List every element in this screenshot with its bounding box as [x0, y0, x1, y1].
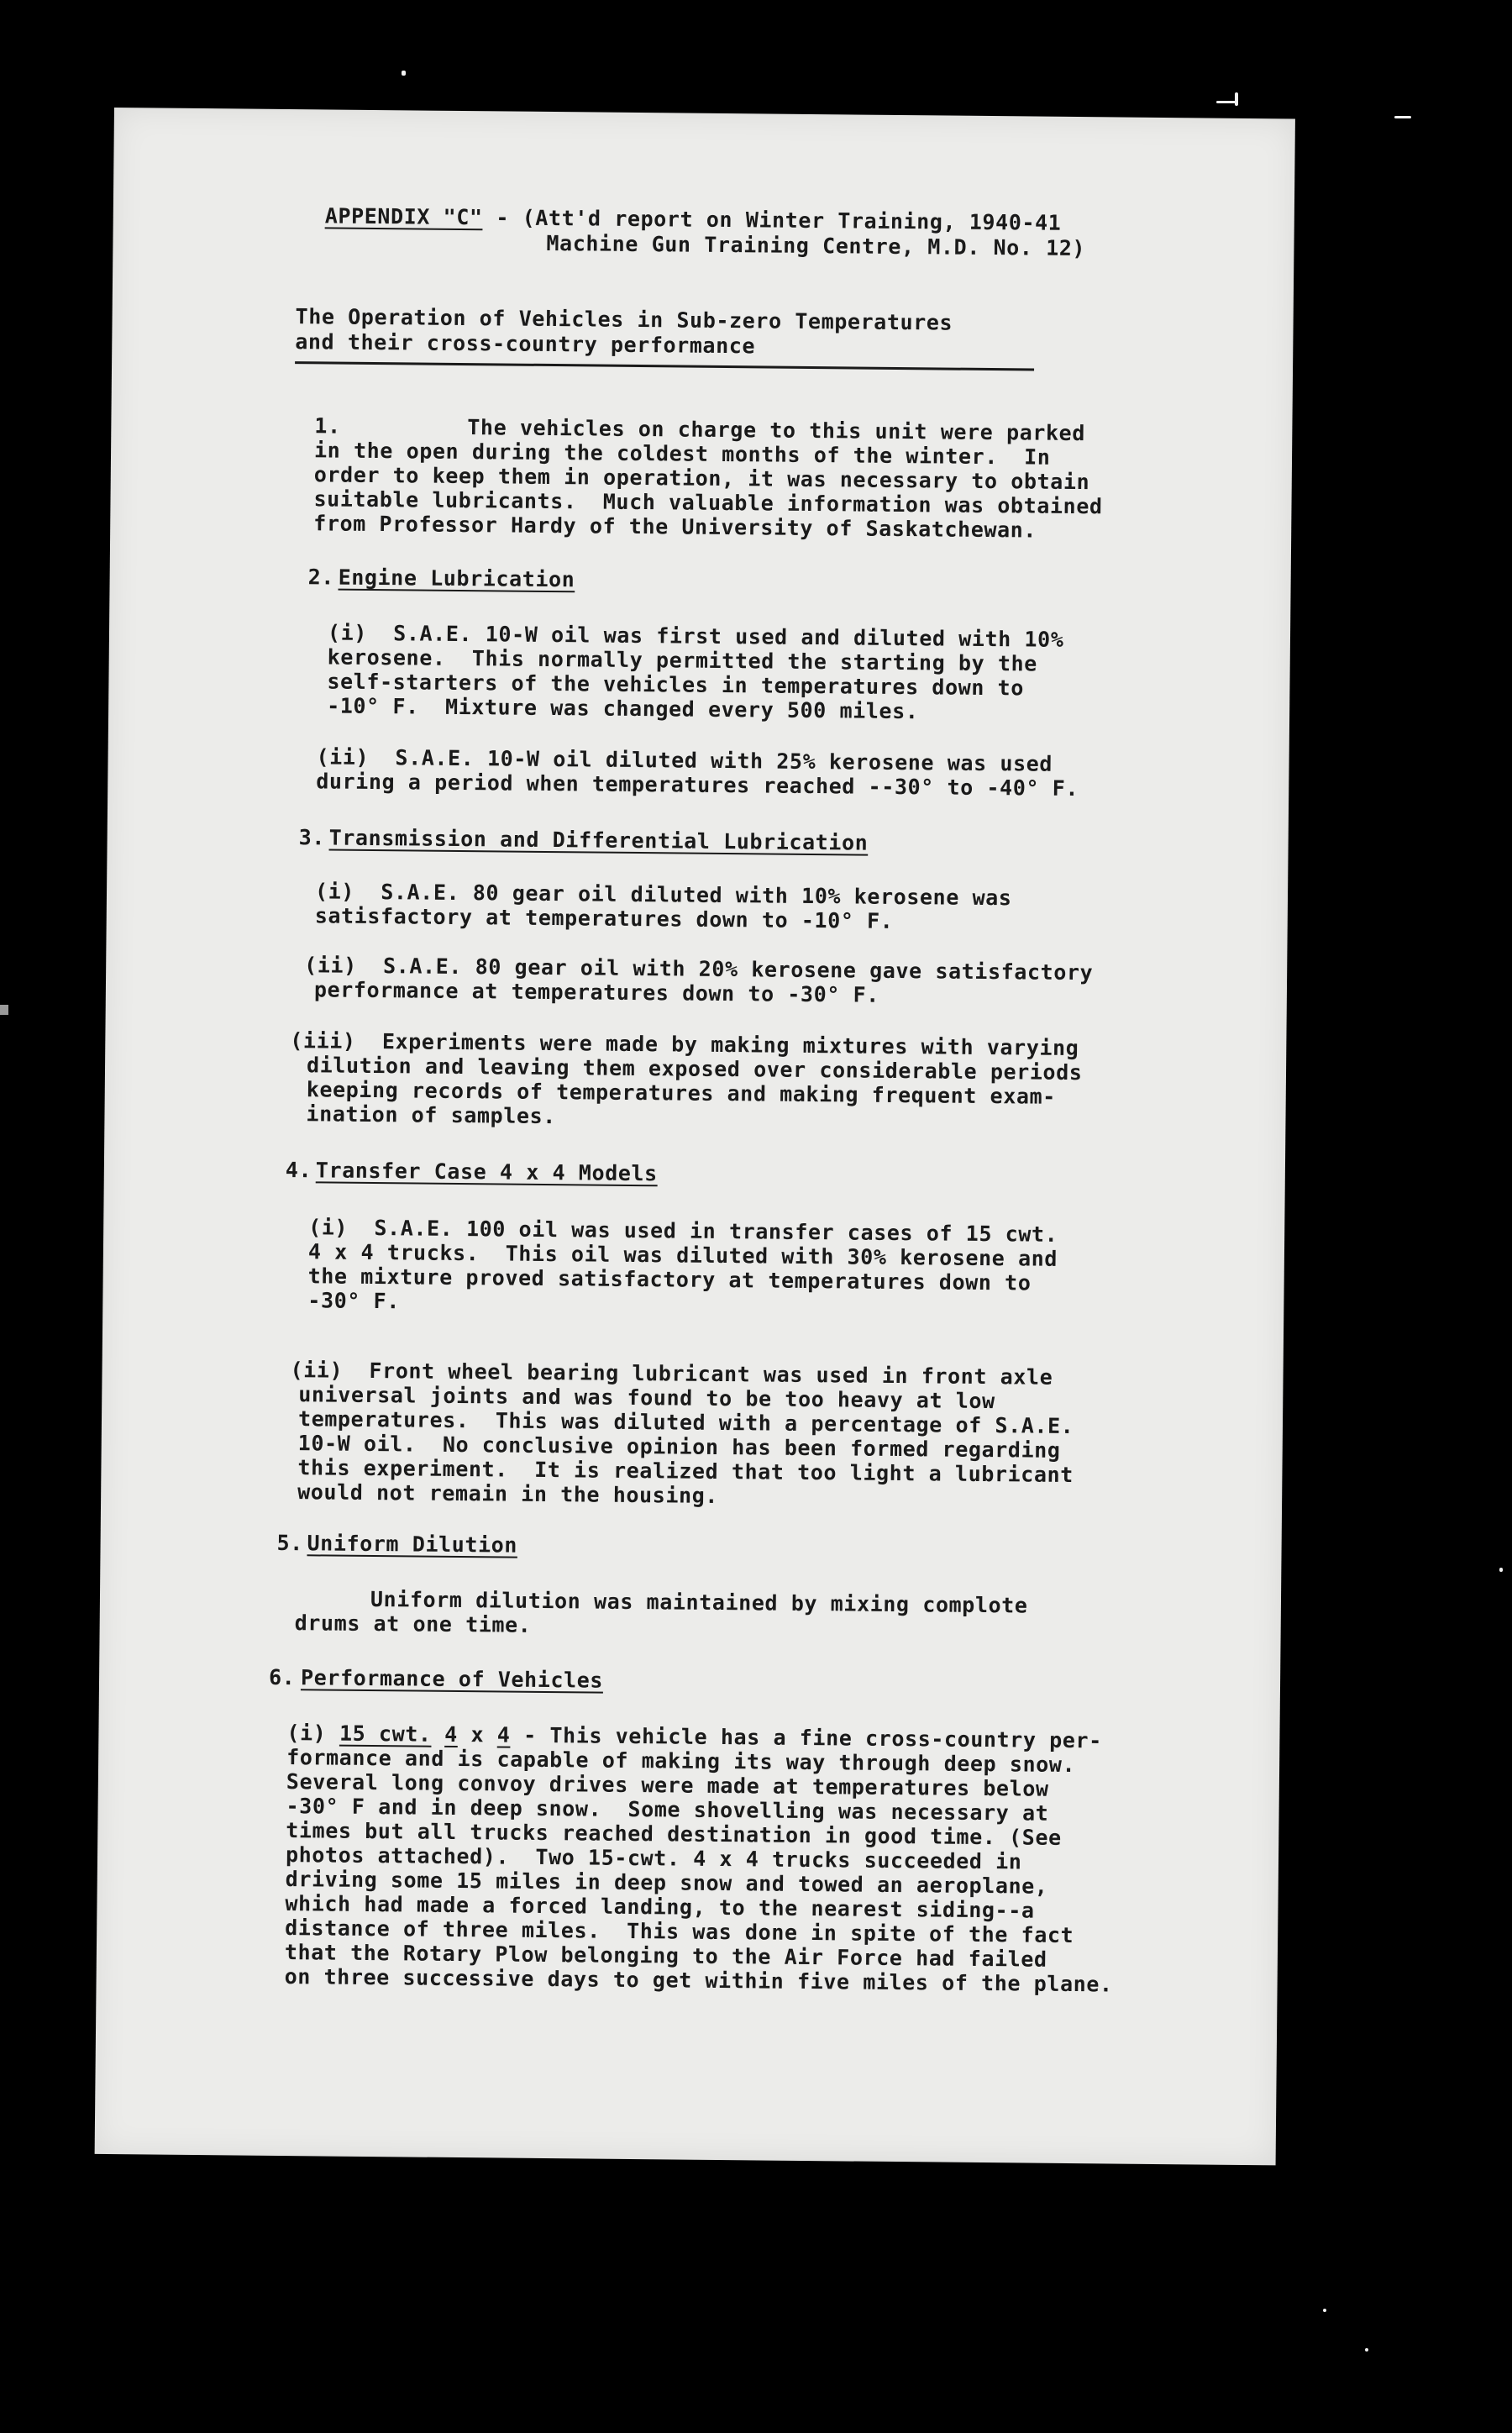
section-6-i-line-2: formance and is capable of making its way through deep snow. [286, 1745, 1076, 1778]
section-4-ii-line-3: temperatures. This was diluted with a percentage of S.A.E. [297, 1406, 1074, 1439]
section-4-number: 4. [285, 1158, 312, 1183]
section-3-number: 3. [298, 825, 326, 850]
section-6-i-line-7: driving some 15 miles in deep snow and towed an aeroplane, [285, 1867, 1048, 1899]
scan-speck [402, 71, 406, 76]
section-3-iii-line-2: dilution and leaving them exposed over considerable periods [306, 1053, 1083, 1085]
section-3-ii-line-2: performance at temperatures down to -30° F. [313, 977, 880, 1007]
section-6-i-line-4: -30° F and in deep snow. Some shovelling was necessary at [286, 1794, 1049, 1826]
section-6-i-axle-b: 4 [496, 1722, 511, 1747]
title-line-2: and their cross-country performance [295, 329, 756, 359]
scan-speck [1365, 2348, 1368, 2352]
scan-speck [1235, 92, 1238, 106]
scan-speck [1394, 116, 1411, 118]
section-6-i-line-9: distance of three miles. This was done in spite of the fact [285, 1915, 1074, 1948]
section-1-line-4: suitable lubricants. Much valuable information was obtained [313, 486, 1103, 519]
section-4-i-line-1: (i) S.A.E. 100 oil was used in transfer cases of 15 cwt. [308, 1215, 1058, 1247]
section-2-ii-line-2: during a period when temperatures reached --30° to -40° F. [316, 769, 1079, 801]
section-3-heading: Transmission and Differential Lubrication [328, 825, 869, 855]
section-4-i-line-2: 4 x 4 trucks. This oil was diluted with 30% kerosene and [307, 1239, 1058, 1271]
section-6-i-line-11: on three successive days to get within five miles of the plane. [284, 1964, 1113, 1997]
section-2-i-line-2: kerosene. This normally permitted the starting by the [327, 644, 1038, 676]
section-6-number: 6. [268, 1664, 296, 1690]
section-4-ii-line-1: (ii) Front wheel bearing lubricant was used in front axle [290, 1358, 1053, 1390]
section-6-i-line-1-rest: - This vehicle has a fine cross-country per- [510, 1722, 1102, 1753]
section-5-line-1: Uniform dilution was maintained by mixing complote [370, 1587, 1028, 1618]
section-6-heading: Performance of Vehicles [300, 1665, 604, 1693]
section-6-i-line-5: times but all trucks reached destination in good time. (See [286, 1818, 1062, 1850]
section-4-ii-line-4: 10-W oil. No conclusive opinion has been formed regarding [297, 1431, 1061, 1463]
section-2-i-line-3: self-starters of the vehicles in temperatures down to [327, 669, 1025, 701]
header-line-1: - (Att'd report on Winter Training, 1940-41 [482, 205, 1062, 235]
section-4-i-line-3: the mixture proved satisfactory at temperatures down to [307, 1264, 1032, 1295]
section-2-ii-line-1: (ii) S.A.E. 10-W oil diluted with 25% kerosene was used [316, 744, 1053, 776]
section-6-i-line-10: that the Rotary Plow belonging to the Air Force had failed [284, 1940, 1047, 1972]
document-content [95, 108, 1295, 2165]
section-3-iii-line-3: keeping records of temperatures and making frequent exam- [306, 1077, 1057, 1109]
appendix-label: APPENDIX "C" [324, 203, 483, 230]
title-underline [295, 361, 1034, 370]
section-6-i-axle-a: 4 [444, 1721, 459, 1747]
section-6-i-x: x [457, 1722, 498, 1747]
header-line-2: Machine Gun Training Centre, M.D. No. 12) [546, 230, 1086, 261]
section-1-line-5: from Professor Hardy of the University of Saskatchewan. [313, 511, 1037, 543]
scan-speck [1323, 2309, 1326, 2312]
section-4-ii-line-6: would not remain in the housing. [297, 1479, 719, 1508]
section-2-number: 2. [307, 565, 335, 590]
section-1-line-1: The vehicles on charge to this unit were parked [467, 415, 1086, 446]
section-4-heading: Transfer Case 4 x 4 Models [315, 1158, 658, 1186]
section-1-line-3: order to keep them in operation, it was necessary to obtain [313, 462, 1090, 495]
document-page [95, 108, 1295, 2165]
section-6-i-line-8: which had made a forced landing, to the nearest siding--a [285, 1891, 1035, 1923]
section-5-number: 5. [276, 1530, 304, 1556]
section-3-iii-line-1: (iii) Experiments were made by making mixtures with varying [290, 1028, 1079, 1061]
section-1-line-2: in the open during the coldest months of the winter. In [313, 438, 1051, 470]
title-line-1: The Operation of Vehicles in Sub-zero Temperatures [295, 304, 953, 335]
section-4-i-line-4: -30° F. [307, 1288, 401, 1314]
section-6-i-space [431, 1722, 444, 1747]
section-6-i-model: 15 cwt. [339, 1721, 432, 1747]
section-4-ii-line-5: this experiment. It is realized that too light a lubricant [297, 1455, 1074, 1488]
section-3-iii-line-4: ination of samples. [306, 1101, 557, 1129]
section-3-ii-line-1: (ii) S.A.E. 80 gear oil with 20% kerosene gave satisfactory [304, 953, 1094, 985]
section-5-heading: Uniform Dilution [307, 1531, 518, 1558]
section-5-line-2: drums at one time. [294, 1611, 532, 1637]
section-1-number: 1. [314, 413, 341, 439]
section-2-heading: Engine Lubrication [338, 565, 575, 592]
section-6-i-line-6: photos attached). Two 15-cwt. 4 x 4 trucks succeeded in [285, 1842, 1022, 1874]
section-3-i-line-1: (i) S.A.E. 80 gear oil diluted with 10% kerosene was [314, 879, 1012, 911]
section-6-i-line-3: Several long convoy drives were made at temperatures below [286, 1769, 1049, 1801]
section-2-i-line-4: -10° F. Mixture was changed every 500 miles. [327, 693, 919, 724]
section-2-i-line-1: (i) S.A.E. 10-W oil was first used and diluted with 10% [327, 620, 1064, 652]
scan-speck [1499, 1568, 1503, 1572]
scan-speck [0, 1005, 8, 1015]
section-4-ii-line-2: universal joints and was found to be too heavy at low [298, 1382, 995, 1414]
section-6-i-prefix: (i) [286, 1721, 340, 1746]
section-3-i-line-2: satisfactory at temperatures down to -10° F. [314, 903, 894, 933]
